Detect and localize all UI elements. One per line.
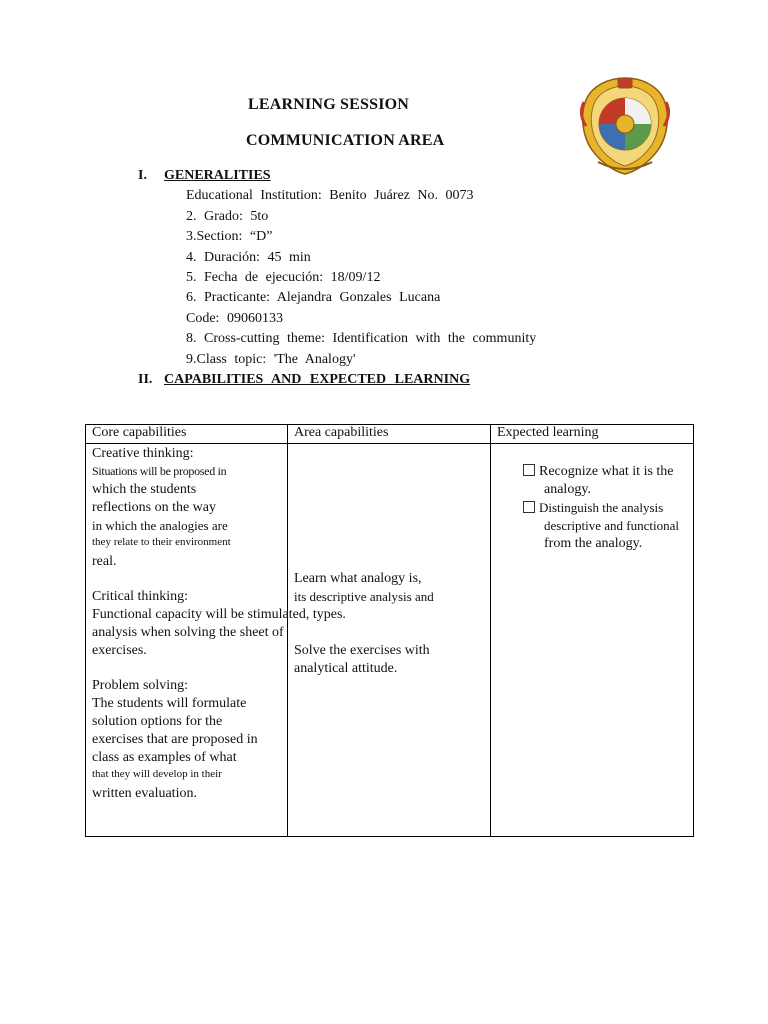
checkbox-icon bbox=[523, 464, 535, 476]
generalities-line: Code: 09060133 bbox=[186, 311, 283, 326]
checkbox-icon bbox=[523, 501, 535, 513]
creative-line: they relate to their environment bbox=[92, 536, 231, 548]
expected-item-continued: descriptive and functional bbox=[544, 518, 680, 533]
problem-line: solution options for the bbox=[92, 714, 223, 729]
area-line: Learn what analogy is, bbox=[294, 571, 422, 586]
critical-line: exercises. bbox=[92, 643, 147, 658]
column-header-expected: Expected learning bbox=[491, 425, 694, 444]
page-subtitle: COMMUNICATION AREA bbox=[246, 132, 445, 149]
critical-line: analysis when solving the sheet of bbox=[92, 625, 284, 640]
creative-thinking-title: Creative thinking: bbox=[92, 446, 194, 461]
generalities-line: Educational Institution: Benito Juárez No. 0073 bbox=[186, 188, 474, 203]
expected-item-continued: from the analogy. bbox=[544, 536, 643, 551]
expected-item: Recognize what it is the bbox=[523, 463, 674, 481]
expected-item-continued: analogy. bbox=[544, 482, 591, 497]
section-2-heading: CAPABILITIES AND EXPECTED LEARNING bbox=[164, 372, 471, 387]
problem-line: written evaluation. bbox=[92, 786, 197, 801]
creative-line: which the students bbox=[92, 482, 197, 497]
column-header-core: Core capabilities bbox=[86, 425, 288, 444]
problem-line: exercises that are proposed in bbox=[92, 732, 258, 747]
generalities-line: 6. Practicante: Alejandra Gonzales Lucana bbox=[186, 290, 441, 305]
problem-line: that they will develop in their bbox=[92, 768, 222, 780]
generalities-line: 5. Fecha de ejecución: 18/09/12 bbox=[186, 270, 381, 285]
critical-line: Functional capacity will be stimulated, types. bbox=[92, 607, 346, 622]
creative-line: in which the analogies are bbox=[92, 518, 228, 533]
generalities-line: 8. Cross-cutting theme: Identification with the community bbox=[186, 331, 537, 346]
table-header-row bbox=[86, 425, 694, 444]
generalities-line: 3.Section: “D” bbox=[186, 229, 273, 244]
expected-learning-cell bbox=[491, 444, 694, 837]
critical-thinking-title: Critical thinking: bbox=[92, 589, 189, 604]
table-row bbox=[86, 444, 694, 837]
column-header-area: Area capabilities bbox=[288, 425, 491, 444]
area-line: Solve the exercises with bbox=[294, 643, 430, 658]
creative-line: Situations will be proposed in bbox=[92, 464, 227, 478]
university-seal-icon bbox=[578, 74, 672, 176]
area-line: analytical attitude. bbox=[294, 661, 398, 676]
section-1-heading: GENERALITIES bbox=[164, 168, 271, 183]
section-1-numeral: I. bbox=[138, 168, 147, 183]
problem-line: class as examples of what bbox=[92, 750, 237, 765]
section-2-numeral: II. bbox=[138, 372, 153, 387]
generalities-line: 9.Class topic: 'The Analogy' bbox=[186, 352, 356, 367]
expected-item: Distinguish the analysis bbox=[523, 499, 663, 516]
creative-line: reflections on the way bbox=[92, 500, 217, 515]
creative-line: real. bbox=[92, 554, 117, 569]
area-capabilities-cell bbox=[288, 444, 491, 837]
capabilities-table bbox=[85, 424, 694, 837]
generalities-line: 4. Duración: 45 min bbox=[186, 250, 311, 265]
generalities-line: 2. Grado: 5to bbox=[186, 209, 269, 224]
problem-line: The students will formulate bbox=[92, 696, 247, 711]
area-line: its descriptive analysis and bbox=[294, 589, 434, 604]
page-title: LEARNING SESSION bbox=[248, 96, 410, 113]
problem-solving-title: Problem solving: bbox=[92, 678, 189, 693]
